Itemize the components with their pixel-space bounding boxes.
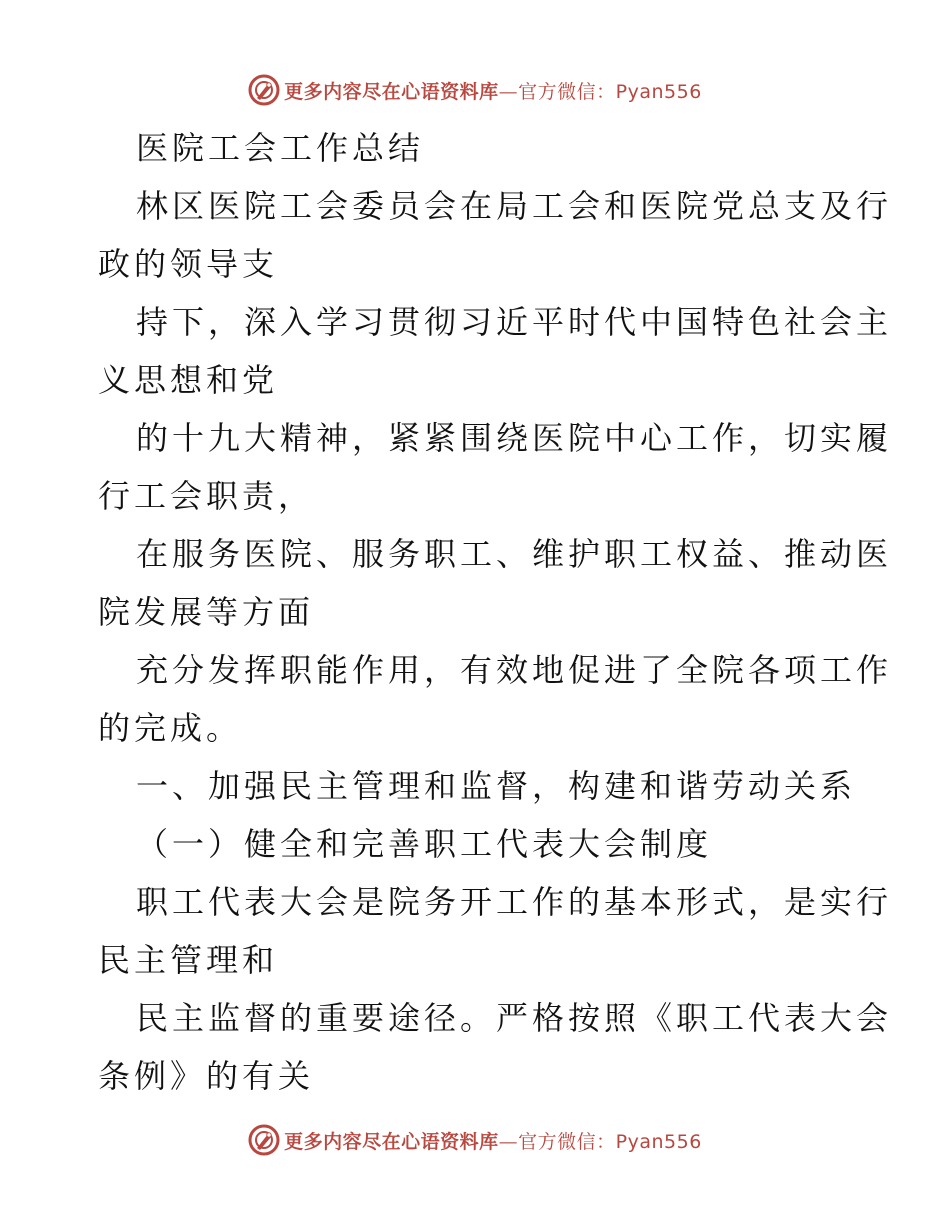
document-line: 持下，深入学习贯彻习近平时代中国特色社会主 <box>136 303 893 341</box>
document-line: 院发展等方面 <box>98 593 315 631</box>
document-line: 林区医院工会委员会在局工会和医院党总支及行 <box>136 187 893 225</box>
seal-logo-icon <box>248 1124 280 1156</box>
document-line: 政的领导支 <box>98 245 279 283</box>
document-line: 职工代表大会是院务开工作的基本形式，是实行 <box>136 883 893 921</box>
document-line: 充分发挥职能作用，有效地促进了全院各项工作 <box>136 651 893 689</box>
document-line: 条例》的有关 <box>98 1057 315 1095</box>
footer-banner <box>0 1120 950 1160</box>
document-line: 民主监督的重要途径。严格按照《职工代表大会 <box>136 999 893 1037</box>
subsection-heading: （一）健全和完善职工代表大会制度 <box>136 825 713 863</box>
document-line: 民主管理和 <box>98 941 279 979</box>
footer-banner-main-text: 更多内容尽在心语资料库 <box>284 1130 499 1153</box>
section-heading: 一、加强民主管理和监督，构建和谐劳动关系 <box>136 767 857 805</box>
header-banner-text <box>284 77 702 104</box>
document-line: 在服务医院、服务职工、维护职工权益、推动医 <box>136 535 893 573</box>
document-title: 医院工会工作总结 <box>136 129 425 167</box>
document-line: 义思想和党 <box>98 361 279 399</box>
header-banner-main-text: 更多内容尽在心语资料库 <box>284 80 499 103</box>
footer-banner-suffix-text: 官方微信：Pyan556 <box>518 1130 702 1153</box>
footer-banner-text <box>284 1127 702 1154</box>
header-banner-content <box>248 74 702 106</box>
document-line: 的十九大精神，紧紧围绕医院中心工作，切实履 <box>136 419 893 457</box>
document-line: 行工会职责， <box>98 477 315 515</box>
header-banner <box>0 70 950 110</box>
header-banner-suffix-text: 官方微信：Pyan556 <box>518 80 702 103</box>
footer-banner-separator: — <box>498 1130 519 1153</box>
seal-logo-icon <box>248 74 280 106</box>
footer-banner-content <box>248 1124 702 1156</box>
document-line: 的完成。 <box>98 709 243 747</box>
header-banner-separator: — <box>498 80 519 103</box>
